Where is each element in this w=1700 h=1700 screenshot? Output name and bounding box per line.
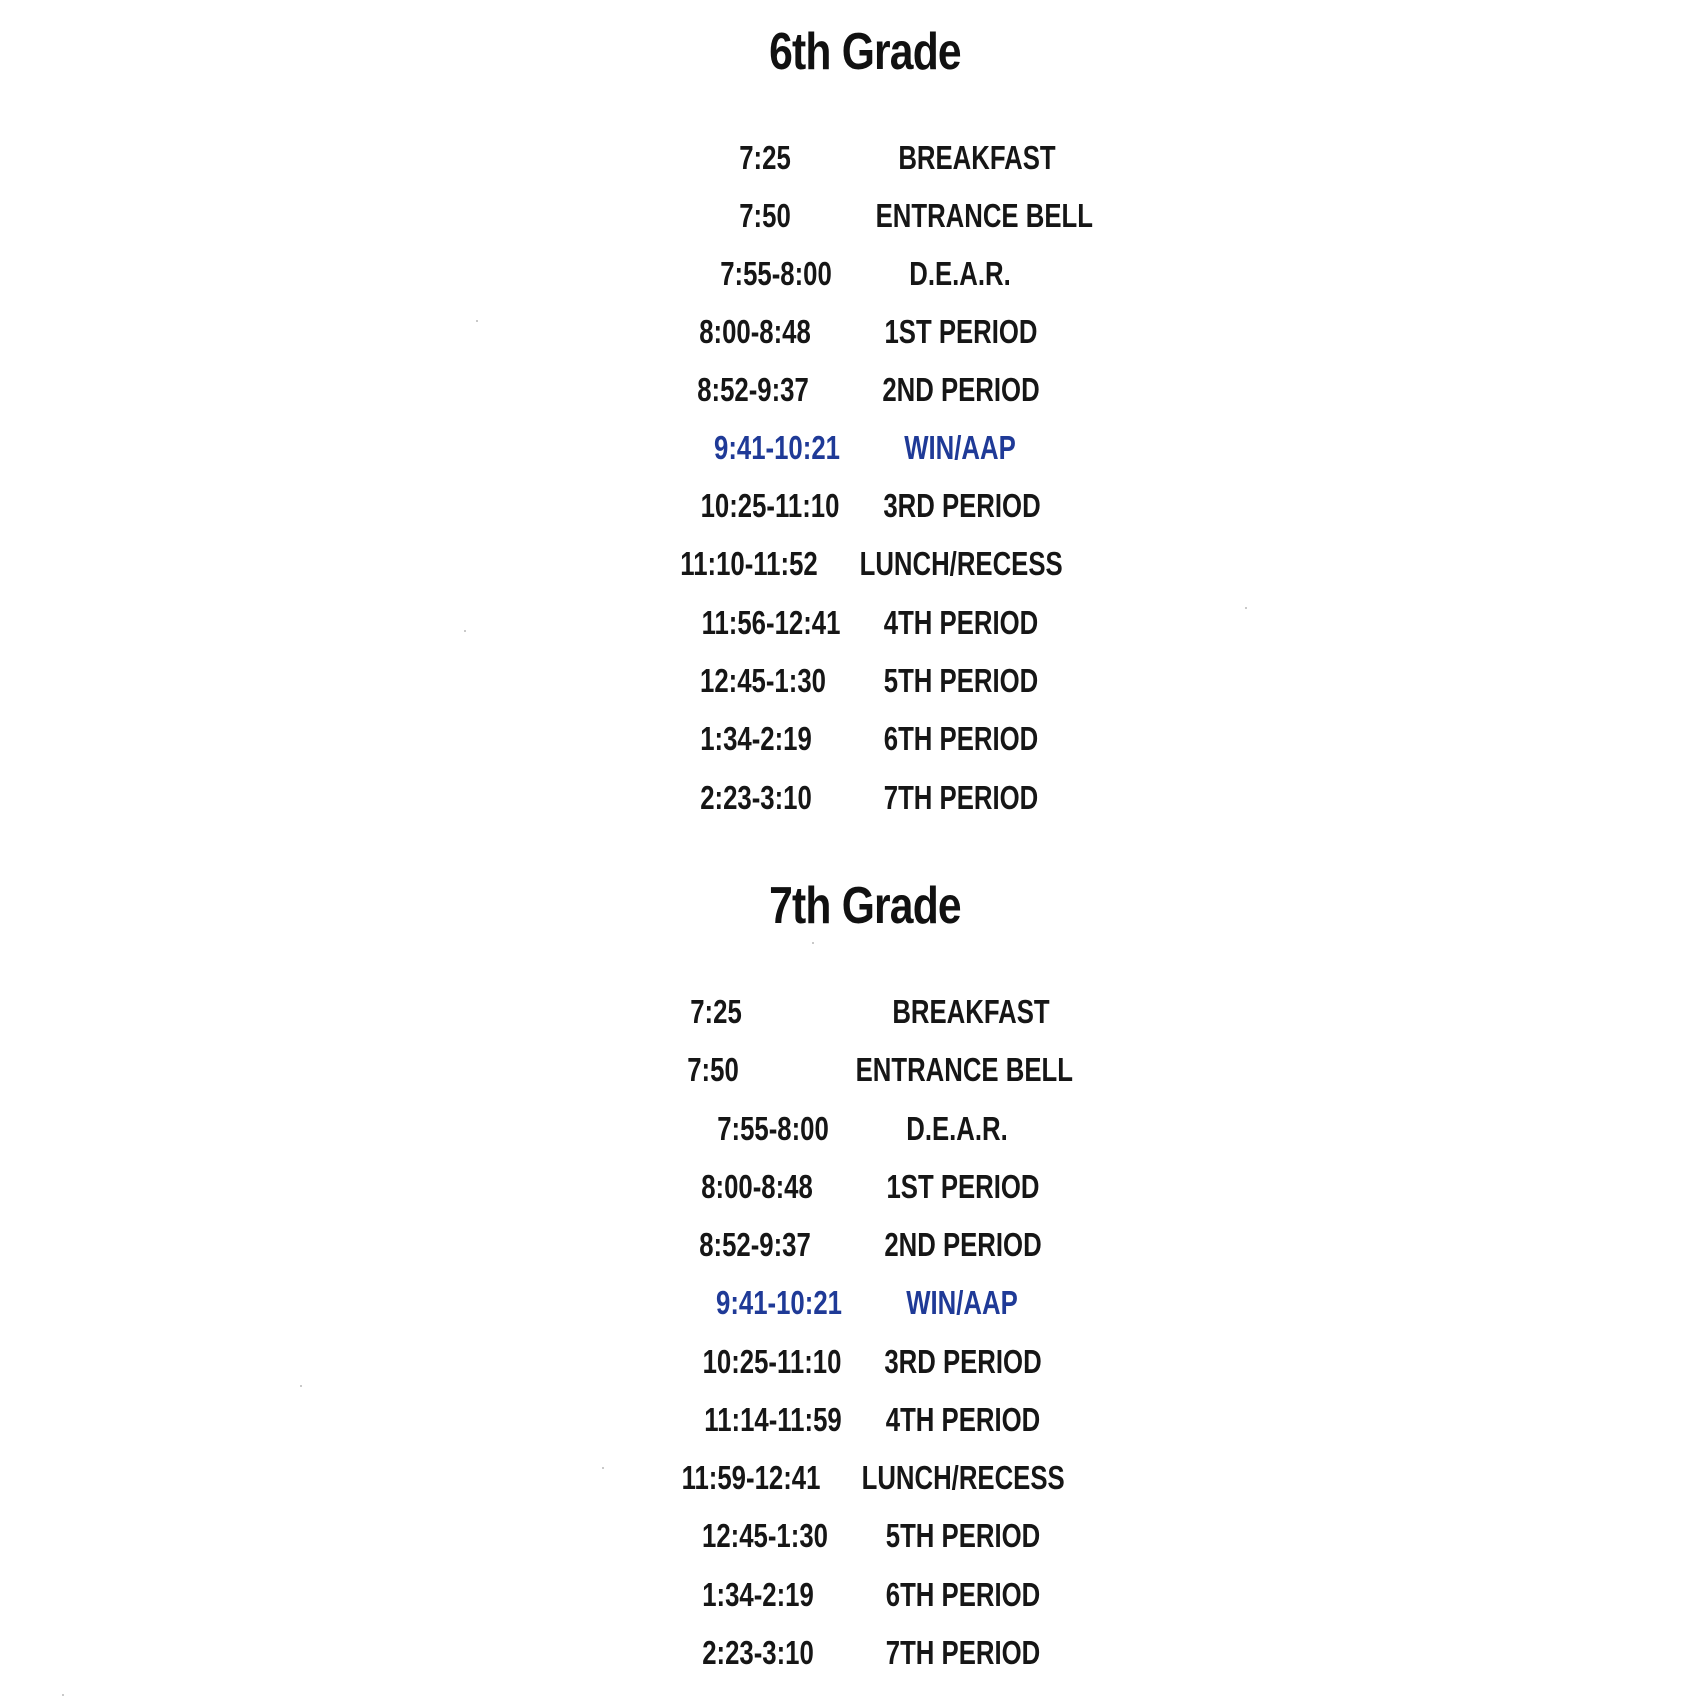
- schedule-event: D.E.A.R.: [909, 255, 1011, 292]
- scan-speck: [812, 942, 814, 944]
- schedule-time: 8:00-8:48: [699, 313, 811, 350]
- schedule-time: 7:25: [690, 993, 742, 1030]
- schedule-time: 7:50: [687, 1051, 739, 1088]
- schedule-row: [0, 603, 1700, 643]
- schedule-event: D.E.A.R.: [906, 1110, 1008, 1147]
- scan-speck: [62, 1694, 64, 1696]
- schedule-time: 2:23-3:10: [700, 779, 812, 816]
- schedule-event: 7TH PERIOD: [885, 1634, 1041, 1671]
- schedule-time: 8:00-8:48: [701, 1168, 813, 1205]
- schedule-event: BREAKFAST: [892, 993, 1050, 1030]
- schedule-event: 3RD PERIOD: [884, 1343, 1042, 1380]
- schedule-event: 4TH PERIOD: [885, 1401, 1041, 1438]
- schedule-row-highlight: [0, 1283, 1700, 1323]
- schedule-event: 2ND PERIOD: [884, 1226, 1042, 1263]
- schedule-row: [0, 1516, 1700, 1556]
- schedule-time: 10:25-11:10: [700, 487, 840, 524]
- schedule-event: 2ND PERIOD: [882, 371, 1040, 408]
- schedule-row: [0, 1342, 1700, 1382]
- scan-speck: [300, 1385, 302, 1387]
- schedule-time: 1:34-2:19: [700, 720, 812, 757]
- schedule-row: [0, 1167, 1700, 1207]
- schedule-row: [0, 661, 1700, 701]
- schedule-event: 4TH PERIOD: [883, 604, 1039, 641]
- schedule-time: 11:59-12:41: [681, 1459, 821, 1496]
- schedule-event: 6TH PERIOD: [883, 720, 1039, 757]
- schedule-row: [0, 1225, 1700, 1265]
- schedule-time: 12:45-1:30: [702, 1517, 828, 1554]
- scan-speck: [602, 1467, 604, 1469]
- schedule-time: 9:41-10:21: [716, 1284, 842, 1321]
- schedule-event: 6TH PERIOD: [885, 1576, 1041, 1613]
- schedule-row: [0, 486, 1700, 526]
- schedule-event: BREAKFAST: [898, 139, 1056, 176]
- schedule-event: WIN/AAP: [906, 1284, 1018, 1321]
- schedule-time: 11:56-12:41: [701, 604, 841, 641]
- schedule-event: 5TH PERIOD: [883, 662, 1039, 699]
- schedule-row: [0, 370, 1700, 410]
- schedule-row: [0, 312, 1700, 352]
- schedule-time: 7:55-8:00: [720, 255, 832, 292]
- schedule-row: [0, 1633, 1700, 1673]
- schedule-row-highlight: [0, 428, 1700, 468]
- schedule-event: LUNCH/RECESS: [859, 545, 1063, 582]
- scan-speck: [464, 630, 466, 632]
- schedule-event: ENTRANCE BELL: [875, 197, 1093, 234]
- schedule-row: [0, 254, 1700, 294]
- schedule-time: 7:25: [739, 139, 791, 176]
- schedule-time: 1:34-2:19: [702, 1576, 814, 1613]
- schedule-time: 2:23-3:10: [702, 1634, 814, 1671]
- schedule-time: 11:14-11:59: [704, 1401, 842, 1438]
- schedule-row: [0, 1050, 1700, 1090]
- schedule-event: 5TH PERIOD: [885, 1517, 1041, 1554]
- schedule-time: 10:25-11:10: [702, 1343, 842, 1380]
- schedule-time: 12:45-1:30: [700, 662, 826, 699]
- schedule-event: ENTRANCE BELL: [855, 1051, 1073, 1088]
- schedule-row: [0, 719, 1700, 759]
- schedule-time: 11:10-11:52: [680, 545, 818, 582]
- schedule-row: [0, 778, 1700, 818]
- scan-speck: [1245, 607, 1247, 609]
- schedule-time: 8:52-9:37: [699, 1226, 811, 1263]
- schedule-event: 1ST PERIOD: [886, 1168, 1040, 1205]
- schedule-row: [0, 196, 1700, 236]
- schedule-event: LUNCH/RECESS: [861, 1459, 1065, 1496]
- schedule-row: [0, 1458, 1700, 1498]
- schedule-row: [0, 138, 1700, 178]
- grade-6-title: 6th Grade: [769, 23, 961, 81]
- schedule-time: 7:55-8:00: [717, 1110, 829, 1147]
- schedule-event: WIN/AAP: [904, 429, 1016, 466]
- schedule-event: 1ST PERIOD: [884, 313, 1038, 350]
- schedule-row: [0, 1575, 1700, 1615]
- schedule-row: [0, 1109, 1700, 1149]
- schedule-row: [0, 1400, 1700, 1440]
- schedule-event: 3RD PERIOD: [883, 487, 1041, 524]
- schedule-time: 8:52-9:37: [697, 371, 809, 408]
- grade-7-title: 7th Grade: [769, 877, 961, 935]
- schedule-row: [0, 544, 1700, 584]
- scan-speck: [476, 320, 478, 322]
- schedule-time: 9:41-10:21: [714, 429, 840, 466]
- schedule-event: 7TH PERIOD: [883, 779, 1039, 816]
- schedule-time: 7:50: [739, 197, 791, 234]
- schedule-row: [0, 992, 1700, 1032]
